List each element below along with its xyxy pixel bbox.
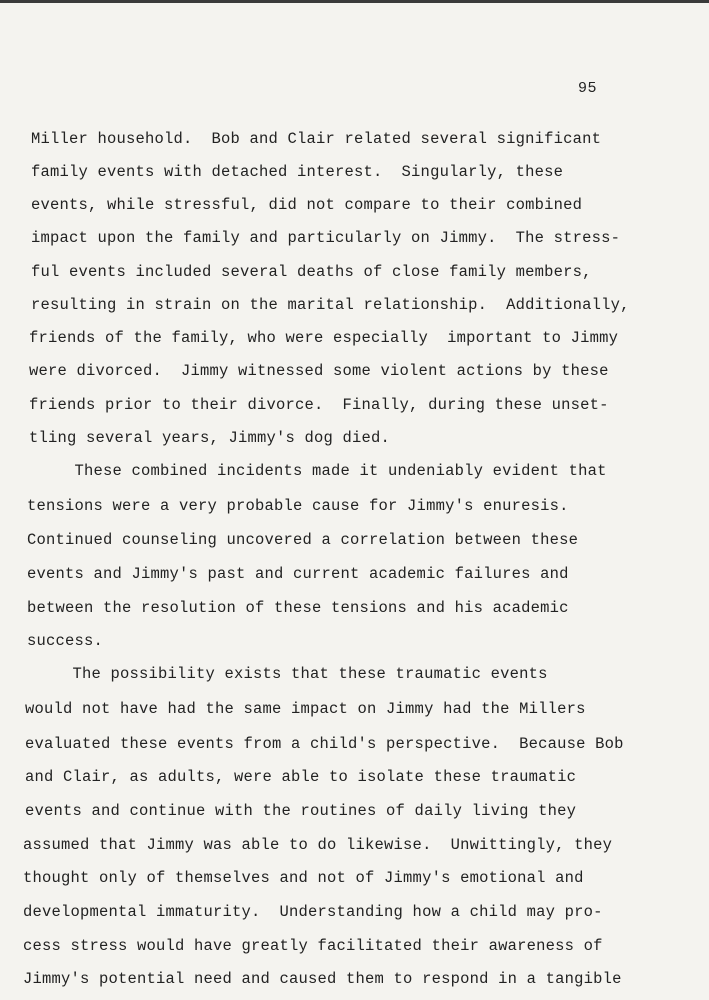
- text-line: events, while stressful, did not compare to their combined: [31, 196, 583, 214]
- text-line: The possibility exists that these traumatic events: [25, 665, 548, 683]
- text-line: resulting in strain on the marital relationship. Additionally,: [31, 296, 630, 314]
- text-line: assumed that Jimmy was able to do likewise. Unwittingly, they: [23, 836, 613, 854]
- text-line: friends of the family, who were especially important to Jimmy: [29, 329, 619, 347]
- text-line: events and continue with the routines of daily living they: [25, 802, 577, 820]
- text-line: Continued counseling uncovered a correlation between these: [27, 531, 579, 549]
- text-line: events and Jimmy's past and current academic failures and: [27, 565, 569, 583]
- text-line: developmental immaturity. Understanding how a child may pro-: [23, 903, 603, 921]
- text-line: ful events included several deaths of close family members,: [31, 263, 592, 281]
- text-line: cess stress would have greatly facilitated their awareness of: [23, 937, 603, 955]
- text-line: and Clair, as adults, were able to isolate these traumatic: [25, 768, 577, 786]
- text-line: impact upon the family and particularly on Jimmy. The stress-: [31, 229, 621, 247]
- text-line: were divorced. Jimmy witnessed some violent actions by these: [29, 362, 609, 380]
- text-line: would not have had the same impact on Jimmy had the Millers: [25, 700, 586, 718]
- text-line: tensions were a very probable cause for Jimmy's enuresis.: [27, 497, 569, 515]
- text-line: Jimmy's potential need and caused them to respond in a tangible: [23, 970, 622, 988]
- text-line: between the resolution of these tensions and his academic: [27, 599, 569, 617]
- text-line: Miller household. Bob and Clair related several significant: [31, 130, 602, 148]
- text-line: success.: [27, 632, 104, 650]
- text-line: tling several years, Jimmy's dog died.: [29, 429, 391, 447]
- text-line: thought only of themselves and not of Jimmy's emotional and: [23, 869, 584, 887]
- text-line: evaluated these events from a child's perspective. Because Bob: [25, 735, 624, 753]
- text-line: family events with detached interest. Singularly, these: [31, 163, 564, 181]
- text-line: friends prior to their divorce. Finally, during these unset-: [29, 396, 609, 414]
- page-number: 95: [578, 80, 598, 97]
- text-line: These combined incidents made it undeniably evident that: [27, 462, 607, 480]
